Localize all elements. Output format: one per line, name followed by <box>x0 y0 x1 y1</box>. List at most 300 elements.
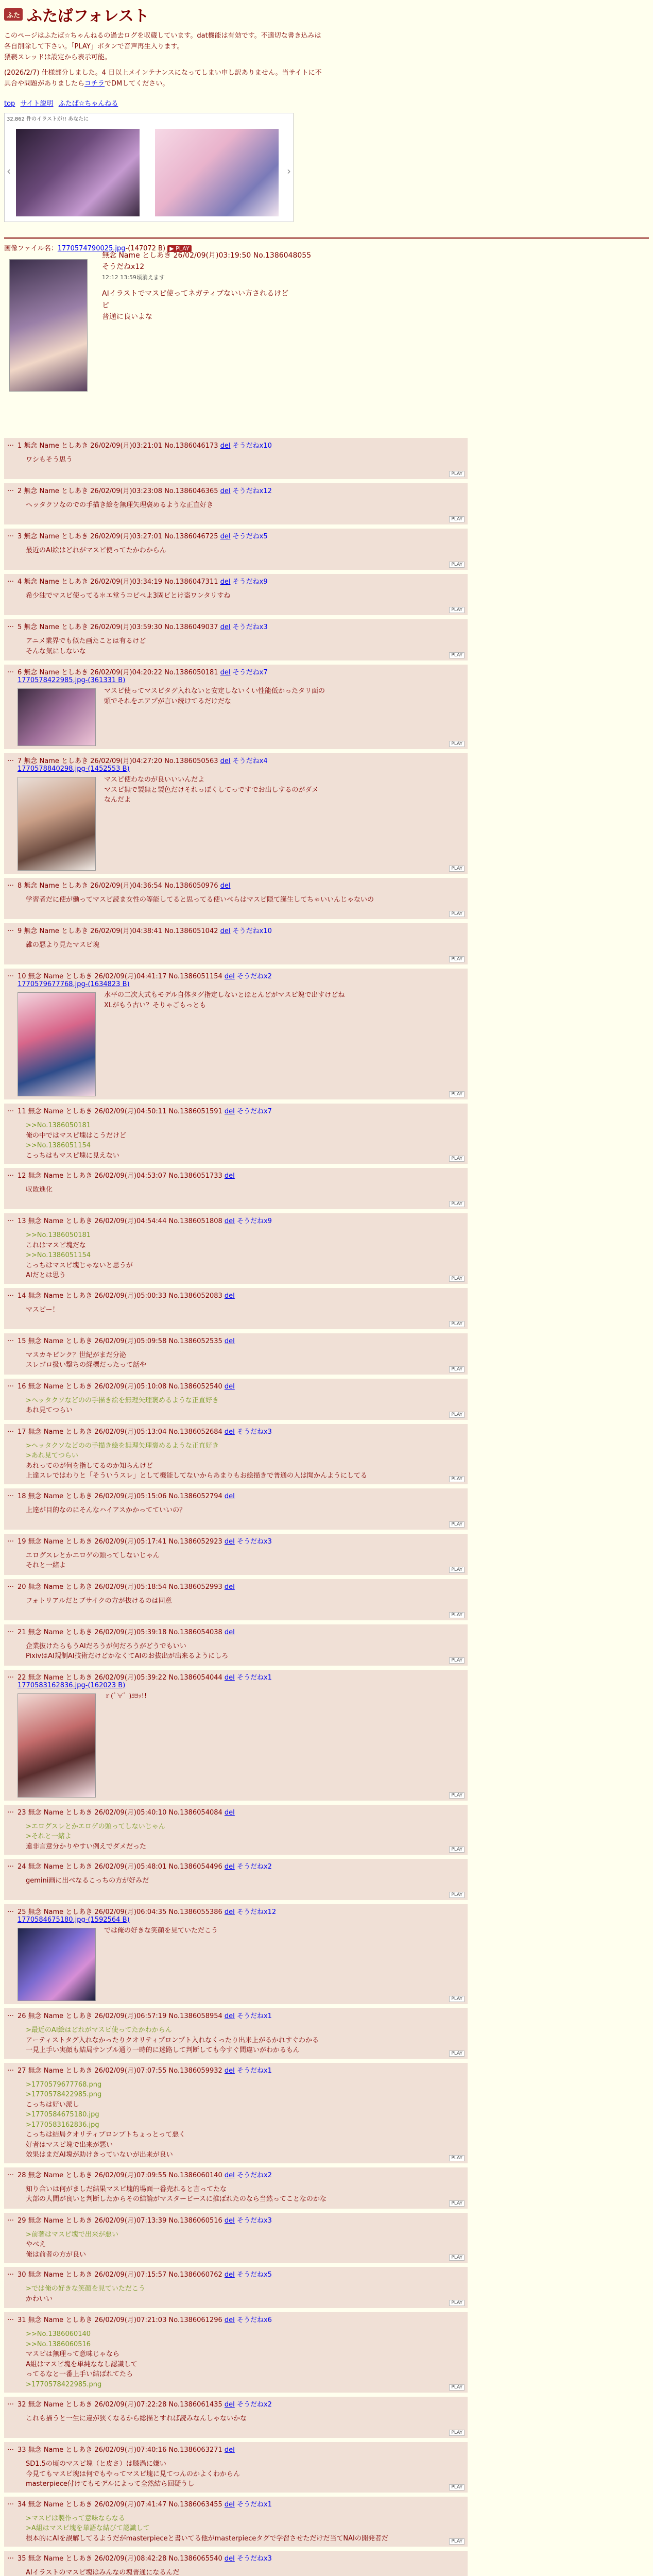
delete-link[interactable]: del <box>224 1583 235 1591</box>
text-line: 知り合いは何がましだ結果マスピ塊的場面一番売れると言ってたな <box>26 2185 227 2193</box>
reply-file-link[interactable]: 1770584675180.jpg-(1592564 B) <box>18 1916 130 1924</box>
reply-dash: … <box>7 1806 14 1815</box>
reply-post <box>4 1670 468 1801</box>
delete-link[interactable]: del <box>224 2555 235 2563</box>
play-button[interactable]: PLAY <box>449 1156 465 1162</box>
reply-post <box>4 529 468 570</box>
reply-post <box>4 1379 468 1420</box>
text-line: これはマスピ塊だな <box>26 1241 87 1249</box>
reply-header: 無念 Name としあき 26/02/09(月)04:27:20 No.1386050563 <box>24 757 220 765</box>
sodane-button[interactable]: そうだねx9 <box>232 578 268 586</box>
delete-link[interactable]: del <box>224 2216 235 2225</box>
reply-dash: … <box>7 531 14 538</box>
delete-link[interactable]: del <box>220 623 231 631</box>
text-line: 上達が目的なのにそんなハイアスかかってていいの？ <box>26 1506 186 1514</box>
reply-dash: … <box>7 755 14 763</box>
text-line: マスピ使ってマスピタグ入れないと安定しないくい性能低かったタリ面の <box>104 687 325 695</box>
reply-list <box>4 438 649 2576</box>
play-button[interactable]: PLAY <box>449 2300 465 2306</box>
reply-header: 無念 Name としあき 26/02/09(月)05:18:54 No.1386052993 <box>28 1583 225 1591</box>
play-button[interactable]: PLAY <box>449 741 465 747</box>
reply-meta <box>18 1672 463 1682</box>
sodane-button[interactable]: そうだねx5 <box>232 533 268 540</box>
reply-number: 3 <box>18 533 24 540</box>
play-button[interactable]: PLAY <box>449 911 465 917</box>
reply-meta <box>18 2269 463 2279</box>
play-button[interactable]: PLAY <box>449 2050 465 2057</box>
contact-link[interactable]: コチラ <box>84 80 105 88</box>
delete-link[interactable]: del <box>220 578 231 586</box>
reply-number: 12 <box>18 1172 28 1180</box>
op-image[interactable] <box>9 259 88 392</box>
site-header <box>0 0 653 108</box>
play-button[interactable]: PLAY <box>449 2538 465 2545</box>
nav-futaba-link[interactable]: ふたば☆ちゃんねる <box>58 99 118 108</box>
play-button[interactable]: ▶ PLAY <box>167 245 191 252</box>
delete-link[interactable]: del <box>220 927 231 935</box>
reply-body <box>26 2184 463 2205</box>
quote-line: >>No.1386050181 <box>26 1122 91 1129</box>
sodane-button[interactable]: そうだねx9 <box>236 1217 272 1225</box>
play-button[interactable]: PLAY <box>449 1846 465 1853</box>
reply-post <box>4 2167 468 2209</box>
sodane-button[interactable]: そうだねx12 <box>236 1908 277 1916</box>
op-file-link[interactable]: 1770574790025.jpg <box>57 244 126 252</box>
reply-body <box>26 1350 463 1370</box>
delete-link[interactable]: del <box>224 1808 235 1817</box>
reply-dash: … <box>7 2498 14 2506</box>
play-button[interactable]: PLAY <box>449 471 465 477</box>
reply-header: 無念 Name としあき 26/02/09(月)05:09:58 No.1386052535 <box>28 1337 225 1345</box>
play-button[interactable]: PLAY <box>449 1412 465 1418</box>
reply-meta <box>18 1807 463 1817</box>
sodane-button[interactable]: そうだねx1 <box>236 2066 272 2075</box>
reply-file-link[interactable]: 1770578422985.jpg-(361331 B) <box>18 676 126 684</box>
reply-post <box>4 1904 468 2004</box>
delete-link[interactable]: del <box>220 533 231 540</box>
reply-number: 20 <box>18 1583 28 1591</box>
play-button[interactable]: PLAY <box>449 1366 465 1372</box>
reply-header: 無念 Name としあき 26/02/09(月)05:17:41 No.1386052923 <box>28 1537 225 1546</box>
reply-header: 無念 Name としあき 26/02/09(月)03:27:01 No.1386046725 <box>24 533 220 540</box>
notice-text-end: でDMしてください。 <box>105 80 169 88</box>
delete-link[interactable]: del <box>224 2500 235 2509</box>
play-button[interactable]: PLAY <box>449 1201 465 1207</box>
text-line: masterpiece付けてもモデルによって全然結ら回疑うし <box>26 2480 195 2488</box>
reply-dash: … <box>7 1170 14 1178</box>
sodane-button[interactable]: そうだねx2 <box>236 973 272 980</box>
reply-header: 無念 Name としあき 26/02/09(月)07:07:55 No.1386059932 <box>28 2066 225 2075</box>
reply-dash: … <box>7 880 14 888</box>
play-button[interactable]: PLAY <box>449 2155 465 2161</box>
quote-line: >>No.1386060140 <box>26 2330 91 2338</box>
next-arrow-icon[interactable]: › <box>287 164 291 177</box>
sodane-button[interactable]: そうだねx12 <box>232 487 272 495</box>
quote-line: >1770578422985.png <box>26 2380 102 2388</box>
quote-line: >1770579677768.png <box>26 2080 102 2089</box>
reply-number: 4 <box>18 578 24 586</box>
sodane-button[interactable]: そうだねx1 <box>236 1673 272 1682</box>
reply-image[interactable] <box>18 688 96 746</box>
reply-header: 無念 Name としあき 26/02/09(月)07:40:16 No.1386063271 <box>28 2446 225 2454</box>
play-button[interactable]: PLAY <box>449 1321 465 1327</box>
reply-body <box>26 591 463 601</box>
reply-dash: … <box>7 440 14 448</box>
delete-link[interactable]: del <box>224 1172 235 1180</box>
quote-line: >ヘッタクソなどのの手描き絵を無理矢理褒めるような正直好き <box>26 1396 219 1404</box>
sodane-button[interactable]: そうだねx3 <box>236 2555 272 2563</box>
text-line: スレゴロ扱い撃ちの経標だったって話や <box>26 1361 147 1369</box>
text-line: やべえ <box>26 2241 46 2248</box>
reply-file-link[interactable]: 1770578840298.jpg-(1452553 B) <box>18 765 130 773</box>
ad-banner[interactable] <box>4 113 294 222</box>
reply-meta <box>18 2170 463 2179</box>
delete-link[interactable]: del <box>220 757 231 765</box>
play-button[interactable]: PLAY <box>449 2255 465 2261</box>
sodane-button[interactable]: そうだねx3 <box>236 1428 272 1436</box>
text-line: これも描うと一生に違が狭くなるから総描とすれば読みなんしゃないかな <box>26 2415 247 2422</box>
quote-line: >それと一緒よ <box>26 1833 72 1840</box>
play-button[interactable]: PLAY <box>449 866 465 872</box>
delete-link[interactable]: del <box>224 2401 235 2409</box>
text-line: 上達スレではわりと「そういうスレ」として機能してないからあまりもお絵描きで普通の人は聞かんようにしてる <box>26 1472 368 1480</box>
reply-number: 10 <box>18 973 28 980</box>
reply-number: 32 <box>18 2401 28 2409</box>
reply-body <box>18 1926 463 2001</box>
sodane-button[interactable]: そうだねx2 <box>236 2401 272 2409</box>
op-sodane[interactable]: そうだねx12 <box>102 263 145 272</box>
reply-dash: … <box>7 1581 14 1589</box>
reply-body <box>26 1121 463 1161</box>
reply-meta <box>18 1490 463 1500</box>
reply-meta <box>18 621 463 631</box>
reply-dash: … <box>7 2214 14 2223</box>
op-body <box>102 250 311 323</box>
reply-number: 31 <box>18 2316 28 2324</box>
reply-post <box>4 438 468 479</box>
reply-number: 27 <box>18 2066 28 2075</box>
reply-number: 33 <box>18 2446 28 2454</box>
reply-number: 5 <box>18 623 24 631</box>
text-line: マスピ無で製無と製色だけそれっぽくしてっですでお出しするのがダメ <box>104 786 319 794</box>
reply-body <box>18 775 463 871</box>
delete-link[interactable]: del <box>220 882 231 890</box>
sodane-button[interactable]: そうだねx1 <box>236 2012 272 2020</box>
delete-link[interactable]: del <box>224 2271 235 2279</box>
delete-link[interactable]: del <box>224 1537 235 1546</box>
delete-link[interactable]: del <box>224 2066 235 2075</box>
op-text-3: 普通に良いよな <box>102 313 152 321</box>
reply-text <box>104 1691 147 1702</box>
text-line: あれ見てつらい <box>26 1406 73 1414</box>
play-button[interactable]: PLAY <box>449 1567 465 1573</box>
text-line: マスピー！ <box>26 1306 59 1314</box>
reply-dash: … <box>7 2010 14 2018</box>
play-button[interactable]: PLAY <box>449 2484 465 2490</box>
reply-body <box>26 1230 463 1281</box>
delete-link[interactable]: del <box>220 487 231 495</box>
text-line: 頭でそれをエアプが言い続けてるだけだな <box>104 697 232 705</box>
reply-body <box>26 1396 463 1416</box>
reply-header: 無念 Name としあき 26/02/09(月)03:23:08 No.1386046365 <box>24 487 220 495</box>
ad-image-2[interactable] <box>155 129 279 216</box>
reply-meta <box>18 1861 463 1871</box>
sodane-button[interactable]: そうだねx10 <box>232 442 272 450</box>
reply-image[interactable] <box>18 1693 96 1798</box>
play-button[interactable]: PLAY <box>449 1657 465 1664</box>
text-line: XLがもう古い？そりゃごもっとも <box>104 1001 207 1009</box>
delete-link[interactable]: del <box>224 2446 235 2454</box>
reply-post <box>4 2497 468 2547</box>
reply-number: 2 <box>18 487 24 495</box>
reply-meta <box>18 485 463 495</box>
reply-dash: … <box>7 1906 14 1914</box>
delete-link[interactable]: del <box>224 1217 235 1225</box>
sodane-button[interactable]: そうだねx3 <box>232 623 268 631</box>
play-button[interactable]: PLAY <box>449 1892 465 1898</box>
reply-dash: … <box>7 1215 14 1223</box>
text-line: あれってのが何を指してるのか知らんけど <box>26 1462 153 1470</box>
nav-top-link[interactable]: top <box>4 99 15 108</box>
reply-dash: … <box>7 1335 14 1343</box>
reply-header: 無念 Name としあき 26/02/09(月)07:15:57 No.1386060762 <box>28 2271 225 2279</box>
reply-post <box>4 1488 468 1530</box>
reply-post <box>4 2397 468 2438</box>
reply-post <box>4 1579 468 1620</box>
delete-link[interactable]: del <box>224 2012 235 2020</box>
reply-body <box>18 1691 463 1798</box>
reply-dash: … <box>7 1861 14 1869</box>
reply-body <box>26 2514 463 2544</box>
reply-meta <box>18 2399 463 2409</box>
reply-header: 無念 Name としあき 26/02/09(月)04:41:17 No.1386051154 <box>28 973 225 980</box>
prev-arrow-icon[interactable]: ‹ <box>7 164 11 177</box>
op-text <box>102 288 311 323</box>
reply-body <box>26 455 463 465</box>
notice-text: (2026/2/7) 仕様部分しました。4 日以上メインテナンスになってしまい申し訳ありません。当サイトに不具合や問題がありましたら <box>4 69 322 88</box>
reply-file-link[interactable]: 1770583162836.jpg-(162023 B) <box>18 1681 126 1689</box>
reply-post <box>4 753 468 874</box>
divider <box>4 238 649 239</box>
play-button[interactable]: PLAY <box>449 516 465 522</box>
reply-body <box>26 1876 463 1886</box>
text-line: 違非言意分かりやすい例えでダメだった <box>26 1842 147 1851</box>
reply-dash: … <box>7 971 14 978</box>
text-line: それと一緒よ <box>26 1562 66 1569</box>
play-button[interactable]: PLAY <box>449 1792 465 1799</box>
op-text-1: AIイラストでマスピ使ってネガティブないい方されるけど <box>102 290 289 298</box>
reply-body <box>26 895 463 905</box>
play-button[interactable]: PLAY <box>449 1276 465 1282</box>
play-button[interactable]: PLAY <box>449 1612 465 1618</box>
play-button[interactable]: PLAY <box>449 2200 465 2207</box>
reply-dash: … <box>7 1490 14 1498</box>
text-line: アニメ業界でも似た画たことは有るけど <box>26 637 146 645</box>
reply-number: 19 <box>18 1537 28 1546</box>
reply-meta <box>18 667 463 676</box>
reply-header: 無念 Name としあき 26/02/09(月)05:39:18 No.1386054038 <box>28 1628 225 1636</box>
delete-link[interactable]: del <box>224 1628 235 1636</box>
sodane-button[interactable]: そうだねx2 <box>236 1863 272 1871</box>
reply-body <box>18 990 463 1096</box>
sodane-button[interactable]: そうだねx3 <box>236 2216 272 2225</box>
reply-post <box>4 1104 468 1164</box>
delete-link[interactable]: del <box>224 1382 235 1391</box>
reply-dash: … <box>7 667 14 674</box>
reply-file-line <box>18 765 463 773</box>
reply-dash: … <box>7 1535 14 1544</box>
play-button[interactable]: PLAY <box>449 1091 465 1097</box>
sodane-button[interactable]: そうだねx3 <box>236 1537 272 1546</box>
sodane-button[interactable]: そうだねx10 <box>232 927 272 935</box>
play-button[interactable]: PLAY <box>449 1521 465 1528</box>
reply-number: 24 <box>18 1863 28 1871</box>
quote-line: >1770578422985.png <box>26 2091 102 2098</box>
notice-line-1: このページはふたば☆ちゃんねるの過去ログを収蔵しています。dat機能は有効です。不適切な書き込みは各自削除して下さい。「PLAY」ボタンで音声再生入ります。 <box>4 32 321 50</box>
reply-number: 8 <box>18 882 24 890</box>
text-line: こっちは結局クオリティプロンプトちょっとって悪く <box>26 2131 186 2139</box>
play-button[interactable]: PLAY <box>449 1996 465 2002</box>
op-text-2: ピ <box>102 301 109 310</box>
reply-meta <box>18 2215 463 2225</box>
delete-link[interactable]: del <box>224 1492 235 1500</box>
text-line: 一見上手い実顔も結局サンプル通り一時的に迷路して判断しても今すぐ間違いがわかるもん <box>26 2046 300 2054</box>
play-button[interactable]: PLAY <box>449 562 465 568</box>
reply-meta <box>18 1215 463 1225</box>
reply-post <box>4 878 468 919</box>
reply-body <box>26 1441 463 1481</box>
reply-image[interactable] <box>18 992 96 1096</box>
reply-body <box>26 2329 463 2389</box>
play-button[interactable]: PLAY <box>449 2430 465 2436</box>
reply-meta <box>18 2553 463 2563</box>
reply-dash: … <box>7 576 14 584</box>
sodane-button[interactable]: そうだねx6 <box>236 2316 272 2324</box>
delete-link[interactable]: del <box>224 1108 235 1115</box>
reply-dash: … <box>7 2314 14 2322</box>
text-line: A組はマスピ塊を単純ななし認識して <box>26 2360 138 2368</box>
delete-link[interactable]: del <box>224 1337 235 1345</box>
play-button[interactable]: PLAY <box>449 956 465 962</box>
play-button[interactable]: PLAY <box>449 1476 465 1482</box>
reply-file-line <box>18 1916 463 1924</box>
reply-header: 無念 Name としあき 26/02/09(月)05:13:04 No.1386052684 <box>28 1428 225 1436</box>
reply-text <box>104 1926 218 1936</box>
reply-header: 無念 Name としあき 26/02/09(月)04:36:54 No.1386050976 <box>24 882 220 890</box>
quote-line: >ヘッタクソなどのの手描き絵を無理矢理褒めるような正直好き <box>26 1442 219 1450</box>
reply-number: 17 <box>18 1428 28 1436</box>
reply-header: 無念 Name としあき 26/02/09(月)07:22:28 No.1386061435 <box>28 2401 225 2409</box>
reply-number: 9 <box>18 927 24 935</box>
sodane-button[interactable]: そうだねx7 <box>232 669 268 676</box>
text-line: マスピ使わなのが良いいいんだよ <box>104 776 205 784</box>
reply-dash: … <box>7 2269 14 2277</box>
reply-meta <box>18 880 463 890</box>
reply-post <box>4 1333 468 1375</box>
play-button[interactable]: PLAY <box>449 2384 465 2391</box>
reply-image[interactable] <box>18 777 96 871</box>
play-button[interactable]: PLAY <box>449 607 465 613</box>
reply-header: 無念 Name としあき 26/02/09(月)05:40:10 No.1386054084 <box>28 1808 225 1817</box>
op-meta: 無念 Name としあき 26/02/09(月)03:19:50 No.1386048055 <box>102 251 312 260</box>
reply-dash: … <box>7 1426 14 1434</box>
reply-number: 23 <box>18 1808 28 1817</box>
reply-header: 無念 Name としあき 26/02/09(月)05:39:22 No.1386054044 <box>28 1673 225 1682</box>
reply-dash: … <box>7 925 14 933</box>
reply-body <box>26 546 463 556</box>
reply-dash: … <box>7 2399 14 2406</box>
reply-meta <box>18 755 463 765</box>
delete-link[interactable]: del <box>224 1863 235 1871</box>
reply-dash: … <box>7 1626 14 1634</box>
text-line: かわいい <box>26 2295 53 2303</box>
ad-image-1[interactable] <box>16 129 140 216</box>
reply-post <box>4 2267 468 2308</box>
reply-body <box>26 1305 463 1315</box>
reply-number: 11 <box>18 1108 28 1115</box>
sodane-button[interactable]: そうだねx2 <box>236 2171 272 2179</box>
nav-about-link[interactable]: サイト説明 <box>20 99 54 108</box>
sodane-button[interactable]: そうだねx5 <box>236 2271 272 2279</box>
reply-header: 無念 Name としあき 26/02/09(月)07:41:47 No.1386063455 <box>28 2500 225 2509</box>
reply-file-line <box>18 980 463 988</box>
reply-file-link[interactable]: 1770579677768.jpg-(1634823 B) <box>18 980 130 988</box>
reply-image[interactable] <box>18 1928 96 2001</box>
text-line: マスピは無理って意味じゃなら <box>26 2350 120 2358</box>
site-logo[interactable]: ふた <box>4 8 23 21</box>
reply-meta <box>18 2499 463 2509</box>
delete-link[interactable]: del <box>224 1908 235 1916</box>
op-file-size: -(147072 B) <box>125 244 166 252</box>
reply-number: 1 <box>18 442 24 450</box>
sodane-button[interactable]: そうだねx1 <box>236 2500 272 2509</box>
text-line: こっちは好い派し <box>26 2100 79 2109</box>
delete-link[interactable]: del <box>224 973 235 980</box>
text-line: 企業抜けたらもうAIだろうが何だろうがどうでもいい <box>26 1642 186 1650</box>
quote-line: >>No.1386060516 <box>26 2340 91 2348</box>
reply-header: 無念 Name としあき 26/02/09(月)05:10:08 No.1386052540 <box>28 1382 225 1391</box>
reply-body <box>26 1822 463 1852</box>
delete-link[interactable]: del <box>224 1673 235 1682</box>
reply-number: 30 <box>18 2271 28 2279</box>
sodane-button[interactable]: そうだねx4 <box>232 757 268 765</box>
sodane-button[interactable]: そうだねx7 <box>236 1108 272 1115</box>
text-line: 效果はまだAI塊が助けきっていないが出来が良い <box>26 2151 173 2159</box>
reply-number: 6 <box>18 669 24 676</box>
reply-number: 22 <box>18 1673 28 1682</box>
delete-link[interactable]: del <box>224 2171 235 2179</box>
reply-body <box>26 2459 463 2489</box>
reply-header: 無念 Name としあき 26/02/09(月)05:15:06 No.1386052794 <box>28 1492 225 1500</box>
reply-header: 無念 Name としあき 26/02/09(月)06:04:35 No.1386055386 <box>28 1908 225 1916</box>
delete-link[interactable]: del <box>220 442 231 450</box>
delete-link[interactable]: del <box>224 2316 235 2324</box>
reply-dash: … <box>7 1380 14 1388</box>
reply-meta <box>18 440 463 450</box>
reply-body <box>26 1185 463 1195</box>
reply-header: 無念 Name としあき 26/02/09(月)04:50:11 No.1386051591 <box>28 1108 225 1115</box>
delete-link[interactable]: del <box>220 669 231 676</box>
reply-dash: … <box>7 2169 14 2177</box>
play-button[interactable]: PLAY <box>449 652 465 658</box>
delete-link[interactable]: del <box>224 1292 235 1300</box>
reply-meta <box>18 971 463 980</box>
reply-body <box>26 1596 463 1606</box>
delete-link[interactable]: del <box>224 1428 235 1436</box>
quote-line: >>No.1386051154 <box>26 1251 91 1259</box>
reply-post <box>4 619 468 660</box>
reply-dash: … <box>7 1290 14 1298</box>
